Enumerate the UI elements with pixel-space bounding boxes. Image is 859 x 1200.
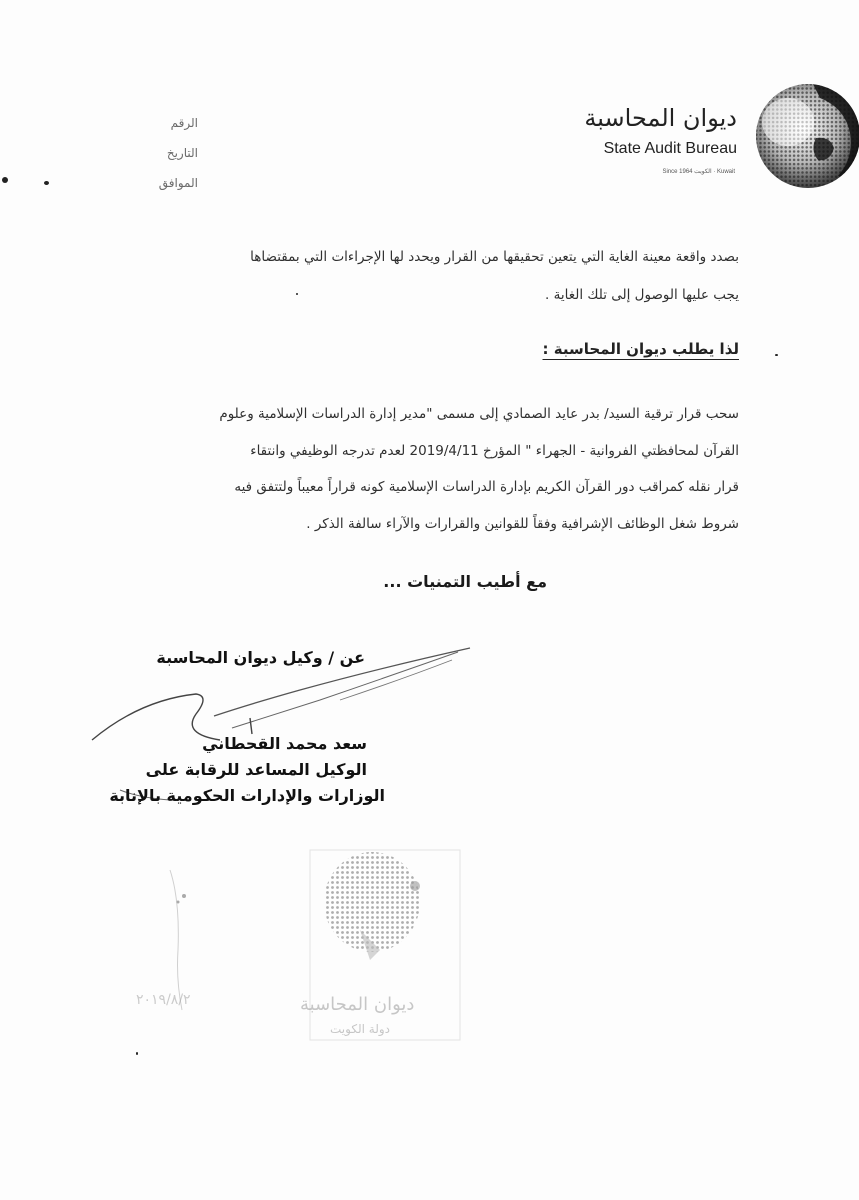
scan-speck (775, 354, 778, 356)
reference-labels (118, 114, 198, 204)
signature-on-behalf: عن / وكيل ديوان المحاسبة (156, 648, 365, 667)
ref-number-label: الرقم (170, 116, 198, 130)
stamp-region-text: دولة الكويت (330, 1022, 390, 1036)
request-line: شروط شغل الوظائف الإشرافية وفقاً للقوانين والقرارات والآراء سالفة الذكر . (306, 515, 739, 532)
org-tagline: Since 1964 الكويت · Kuwait (662, 169, 735, 175)
scan-speck (44, 181, 49, 185)
ref-date-label: التاريخ (166, 146, 198, 160)
intro-paragraph (99, 238, 739, 314)
signatory-title-line2: الوزارات والإدارات الحكومية بالإنابة (109, 786, 385, 805)
signatory-title-line1: الوكيل المساعد للرقابة على (145, 760, 367, 779)
intro-line: بصدد واقعة معينة الغاية التي يتعين تحقيقها من القرار ويحدد لها الإجراءات التي بمقتضاها (250, 249, 739, 265)
scan-speck (2, 177, 8, 183)
request-paragraph (89, 396, 739, 542)
intro-line: يجب عليها الوصول إلى تلك الغاية . (545, 287, 739, 303)
request-line: سحب قرار ترقية السيد/ بدر عايد الصمادي إلى مسمى "مدير إدارة الدراسات الإسلامية وعلوم (219, 406, 739, 422)
request-line: قرار نقله كمراقب دور القرآن الكريم بإدارة الدراسات الإسلامية كونه قراراً معيباً ولتتفق فيه (234, 479, 739, 495)
globe-logo-icon (750, 78, 859, 196)
stamp-bureau-text: ديوان المحاسبة (300, 994, 415, 1015)
stamp-date-text: ٢٠١٩/٨/٢ (136, 992, 191, 1008)
closing-greeting: مع أطيب التمنيات ... (383, 572, 547, 591)
org-name-english: State Audit Bureau (603, 140, 737, 157)
ref-hijri-label: الموافق (158, 176, 198, 190)
org-name-arabic: ديوان المحاسبة (584, 104, 737, 132)
request-line: القرآن لمحافظتي الفروانية - الجهراء " المؤرخ 2019/4/11 لعدم تدرجه الوظيفي وانتقاء (250, 442, 739, 459)
faded-stamp-icon (60, 840, 480, 1070)
request-heading: لذا يطلب ديوان المحاسبة : (542, 340, 739, 358)
signatory-name: سعد محمد القحطاني (202, 734, 367, 753)
